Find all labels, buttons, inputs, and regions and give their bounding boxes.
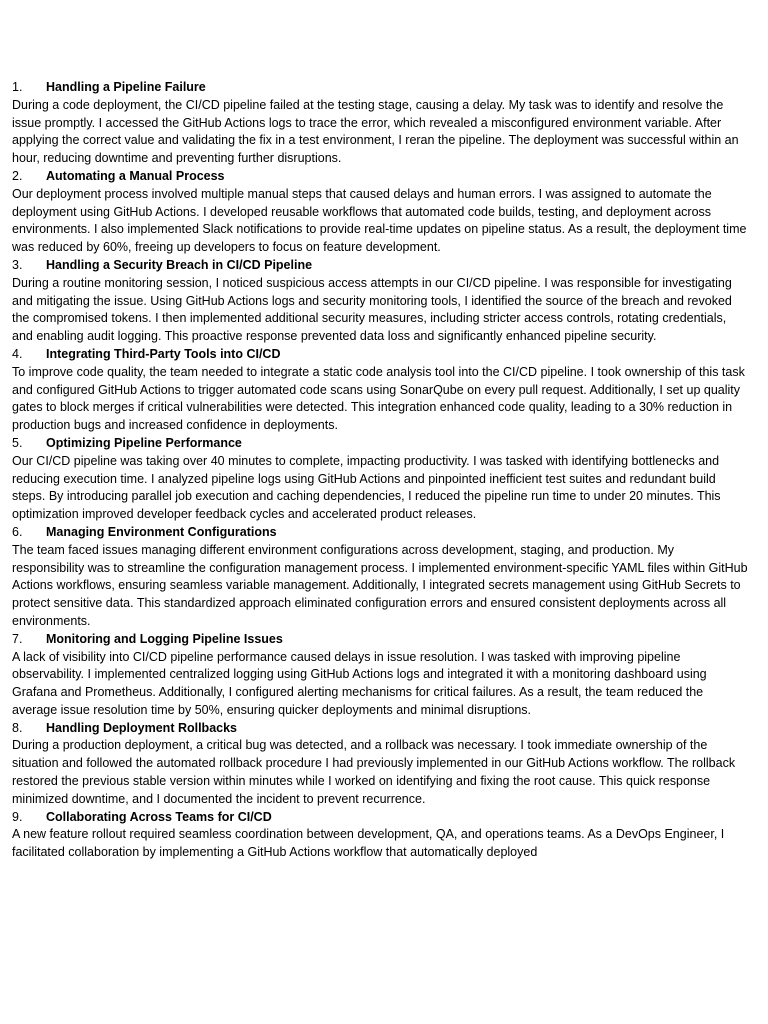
body-line: environment variable. After applying the correct value and validating the fix in a test environment, I reran the [12,115,722,148]
section-title: Collaborating Across Teams for CI/CD [46,809,272,824]
section-body [12,97,748,168]
section-3 [12,257,748,346]
section-number: 4. [12,346,23,361]
body-line: resolve the issue promptly. I accessed the GitHub Actions logs to trace the error, which revealed a misconfigured [12,97,724,130]
document-page [12,79,748,862]
body-line: testing, and deployment across environments. I also implemented Slack notifications to provide real-time updates on [12,204,712,237]
section-number: 5. [12,435,23,450]
body-line: pipeline observability. I implemented centralized logging using GitHub Actions logs and integrated it with a [12,649,681,682]
section-4 [12,346,748,435]
body-line: YAML files within GitHub Actions workflows, ensuring seamless variable management. Additionally, I integrated [12,560,748,593]
section-heading [12,79,748,97]
body-line: To improve code quality, the team needed to integrate a static code analysis tool into the CI/CD pipeline. I took [12,364,622,379]
body-line: deployments. [263,418,338,433]
section-number: 3. [12,257,23,272]
body-line: stricter access controls, rotating credentials, and enabling audit logging. This proactive response prevented data loss [12,311,727,344]
body-line: configuration errors and ensured consistent deployments across all environments. [12,596,727,628]
section-body [12,364,748,435]
body-line: failures. As a result, the team reduced the average issue resolution time by 50%, ensuring quicker deployments and [12,685,704,717]
body-line: product releases. [380,507,477,522]
section-heading [12,346,748,364]
body-line: investigating and mitigating the issue. Using GitHub Actions logs and security monitoring tools, I identified the source [12,275,732,308]
section-body [12,826,748,862]
section-body [12,453,748,524]
section-heading [12,524,748,542]
body-line: GitHub Actions workflow. The rollback restored the previous stable version within minutes while I worked on [12,756,736,789]
section-6 [12,524,748,631]
body-line: of the breach and revoked the compromised tokens. I then implemented additional security measures, including [12,293,732,326]
body-line: A new feature rollout required seamless coordination between development, QA, and operations teams. As a [12,827,613,842]
body-line: Our deployment process involved multiple manual steps that caused delays and human errors. I was assigned to [12,186,636,201]
section-title: Integrating Third-Party Tools into CI/CD [46,346,281,361]
section-body [12,542,748,631]
section-heading [12,168,748,186]
body-line: Our CI/CD pipeline was taking over 40 minutes to complete, impacting productivity. I was tasked with identifying [12,453,629,468]
body-line: pipeline status. As a result, the deployment time was reduced by 60%, freeing up developers to focus on feature [12,222,747,255]
body-line: pull request. Additionally, I set up quality gates to block merges if critical vulnerabilities were detected. This [12,382,741,415]
section-heading [12,435,748,453]
section-body [12,275,748,346]
section-title: Managing Environment Configurations [46,524,277,539]
section-heading [12,809,748,827]
body-line: During a production deployment, a critical bug was detected, and a rollback was necessary. I took immediate [12,738,613,753]
body-line: DevOps Engineer, I facilitated collaboration by implementing a GitHub Actions workflow that automatically deployed [12,827,725,860]
body-line: secrets management using GitHub Secrets to protect sensitive data. This standardized approach eliminated [12,578,741,611]
section-title: Optimizing Pipeline Performance [46,435,242,450]
section-title: Handling a Pipeline Failure [46,80,206,94]
body-line: My responsibility was to streamline the configuration management process. I implemented environment-specific [12,542,674,575]
body-line: integration enhanced code quality, leading to a 30% reduction in production bugs and increased confidence in [12,400,733,433]
section-9 [12,809,748,862]
body-line: pipeline. The deployment was successful within an hour, reducing downtime and preventing further disruptions. [12,133,739,166]
section-number: 2. [12,168,23,183]
section-8 [12,720,748,809]
section-title: Automating a Manual Process [46,168,225,183]
section-body [12,737,748,808]
section-2 [12,168,748,257]
section-title: Monitoring and Logging Pipeline Issues [46,631,283,646]
body-line: monitoring dashboard using Grafana and Prometheus. Additionally, I configured alerting mechanisms for critical [12,667,707,700]
section-7 [12,631,748,720]
section-body [12,186,748,257]
section-body [12,649,748,720]
section-5 [12,435,748,524]
section-1 [12,79,748,168]
body-line: pipeline run time to under 20 minutes. This optimization improved developer feedback cycles and accelerated [12,489,721,522]
body-line: development. [365,240,441,255]
body-line: automate the deployment using GitHub Actions. I developed reusable workflows that automated code builds, [12,186,712,219]
body-line: minimal disruptions. [420,702,532,717]
body-line: ownership of this task and configured GitHub Actions to trigger automated code scans using SonarQube on every [12,364,745,397]
section-heading [12,720,748,738]
body-line: ownership of the situation and followed the automated rollback procedure I had previously implemented in our [12,738,708,771]
body-line: and significantly enhanced pipeline security. [413,329,657,344]
section-number: 7. [12,631,23,646]
section-number: 1. [12,80,23,94]
body-line: During a routine monitoring session, I noticed suspicious access attempts in our CI/CD pipeline. I was responsible for [12,275,659,290]
body-line: identifying and fixing the root cause. This quick response minimized downtime, and I documented the incident to [12,774,711,806]
body-line: bottlenecks and reducing execution time. I analyzed pipeline logs using GitHub Actions and pinpointed inefficient [12,453,720,486]
body-line: prevent recurrence. [317,791,426,806]
section-number: 6. [12,524,23,539]
body-line: The team faced issues managing different environment configurations across development, staging, and production. [12,542,654,557]
body-line: test suites and redundant build steps. By introducing parallel job execution and caching dependencies, I reduced the [12,471,716,504]
section-number: 9. [12,809,23,824]
section-number: 8. [12,720,23,735]
body-line: During a code deployment, the CI/CD pipeline failed at the testing stage, causing a delay. My task was to identify and [12,97,659,112]
section-title: Handling a Security Breach in CI/CD Pipeline [46,257,313,272]
section-heading [12,257,748,275]
section-title: Handling Deployment Rollbacks [46,720,238,735]
body-line: A lack of visibility into CI/CD pipeline performance caused delays in issue resolution. I was tasked with improving [12,649,634,664]
section-heading [12,631,748,649]
